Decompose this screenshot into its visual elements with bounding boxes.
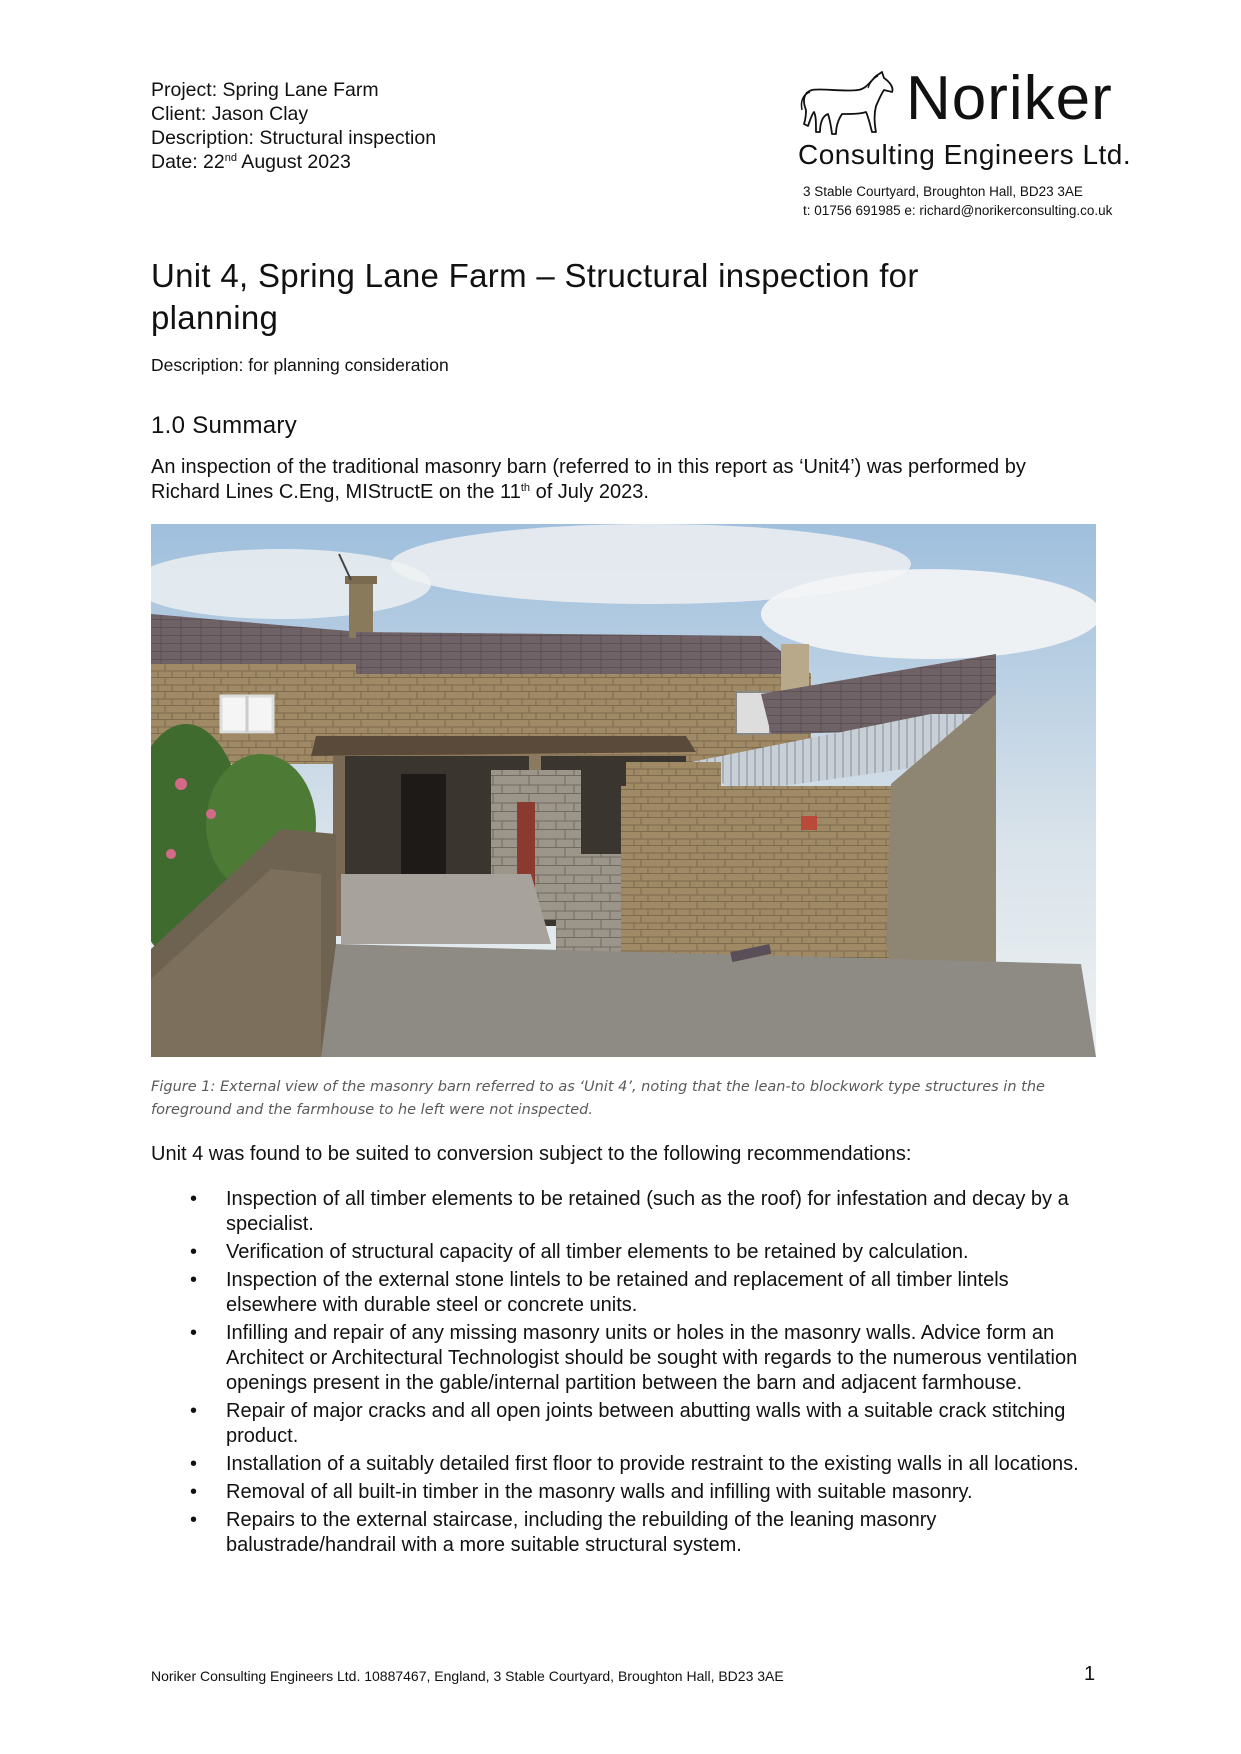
list-item-text: Verification of structural capacity of all timber elements to be retained by calculation. [226, 1241, 969, 1263]
date-suffix: August 2023 [236, 151, 351, 173]
report-description: Description: for planning consideration [151, 355, 449, 375]
bullet-icon: • [190, 1241, 198, 1263]
client-line: Client: Jason Clay [151, 103, 309, 125]
intro-text: An inspection of the traditional masonry barn (referred to in this report as ‘Unit4’) was performed by Richard Lines C.Eng, MIStructE on the 11 [151, 456, 1026, 503]
list-item-text: Repair of major cracks and all open joints between abutting walls with a suitable crack stitching product. [226, 1400, 1066, 1447]
bullet-icon: • [190, 1269, 198, 1291]
barn-illustration [151, 524, 1096, 1057]
bullet-icon: • [190, 1322, 198, 1344]
list-item-text: Removal of all built-in timber in the masonry walls and infilling with suitable masonry. [226, 1481, 973, 1503]
project-line: Project: Spring Lane Farm [151, 79, 379, 101]
list-item-text: Repairs to the external staircase, including the rebuilding of the leaning masonry balustrade/handrail with a more suitable structural system. [226, 1509, 937, 1556]
list-item [190, 1480, 1095, 1505]
figure-caption: Figure 1: External view of the masonry barn referred to as ‘Unit 4’, noting that the lean-to blockwork type structures in the foreground and the farmhouse to he left were not inspected. [151, 1079, 1045, 1118]
date-line [151, 150, 436, 174]
list-item [190, 1399, 1095, 1449]
list-item [190, 1240, 1095, 1265]
list-item-text: Infilling and repair of any missing masonry units or holes in the masonry walls. Advice form an Architect or Architectural Technologist should be sought with regards to the numerous ventilation openings present in the gable/internal partition between the barn and adjacent farmhouse. [226, 1322, 1078, 1394]
report-title: Unit 4, Spring Lane Farm – Structural inspection for planning [151, 257, 919, 336]
intro-text-end: of July 2023. [530, 481, 649, 503]
page-footer: Noriker Consulting Engineers Ltd. 10887467, England, 3 Stable Courtyard, Broughton Hall, BD23 3AE [151, 1668, 784, 1684]
date-prefix: Date: 22 [151, 151, 225, 173]
horse-icon [798, 70, 898, 140]
summary-intro [151, 455, 1091, 505]
project-info [151, 78, 436, 174]
contact-block [803, 182, 1112, 220]
company-logo [798, 62, 1218, 222]
list-item-text: Inspection of all timber elements to be retained (such as the roof) for infestation and decay by a specialist. [226, 1188, 1069, 1235]
bullet-icon: • [190, 1400, 198, 1422]
date-ordinal: nd [224, 152, 237, 164]
bullet-icon: • [190, 1481, 198, 1503]
bullet-icon: • [190, 1188, 198, 1210]
bullet-icon: • [190, 1453, 198, 1475]
company-contact: t: 01756 691985 e: richard@norikerconsulting.co.uk [803, 203, 1113, 218]
intro-ordinal: th [520, 482, 531, 494]
brand-name: Noriker [906, 64, 1113, 133]
description-line: Description: Structural inspection [151, 127, 437, 149]
company-address: 3 Stable Courtyard, Broughton Hall, BD23 3AE [803, 184, 1083, 199]
section-heading: 1.0 Summary [151, 412, 298, 439]
barn-photo [151, 524, 1096, 1057]
recommendations-list [190, 1187, 1095, 1561]
list-item [190, 1508, 1095, 1558]
page-number: 1 [1084, 1663, 1096, 1685]
list-item-text: Installation of a suitably detailed first floor to provide restraint to the existing walls in all locations. [226, 1453, 1079, 1475]
bullet-icon: • [190, 1509, 198, 1531]
recommendations-intro: Unit 4 was found to be suited to conversion subject to the following recommendations: [151, 1143, 912, 1165]
brand-subtitle: Consulting Engineers Ltd. [798, 139, 1132, 170]
list-item [190, 1268, 1095, 1318]
list-item [190, 1321, 1095, 1396]
list-item-text: Inspection of the external stone lintels to be retained and replacement of all timber lintels elsewhere with durable steel or concrete units. [226, 1269, 1009, 1316]
list-item [190, 1187, 1095, 1237]
list-item [190, 1452, 1095, 1477]
